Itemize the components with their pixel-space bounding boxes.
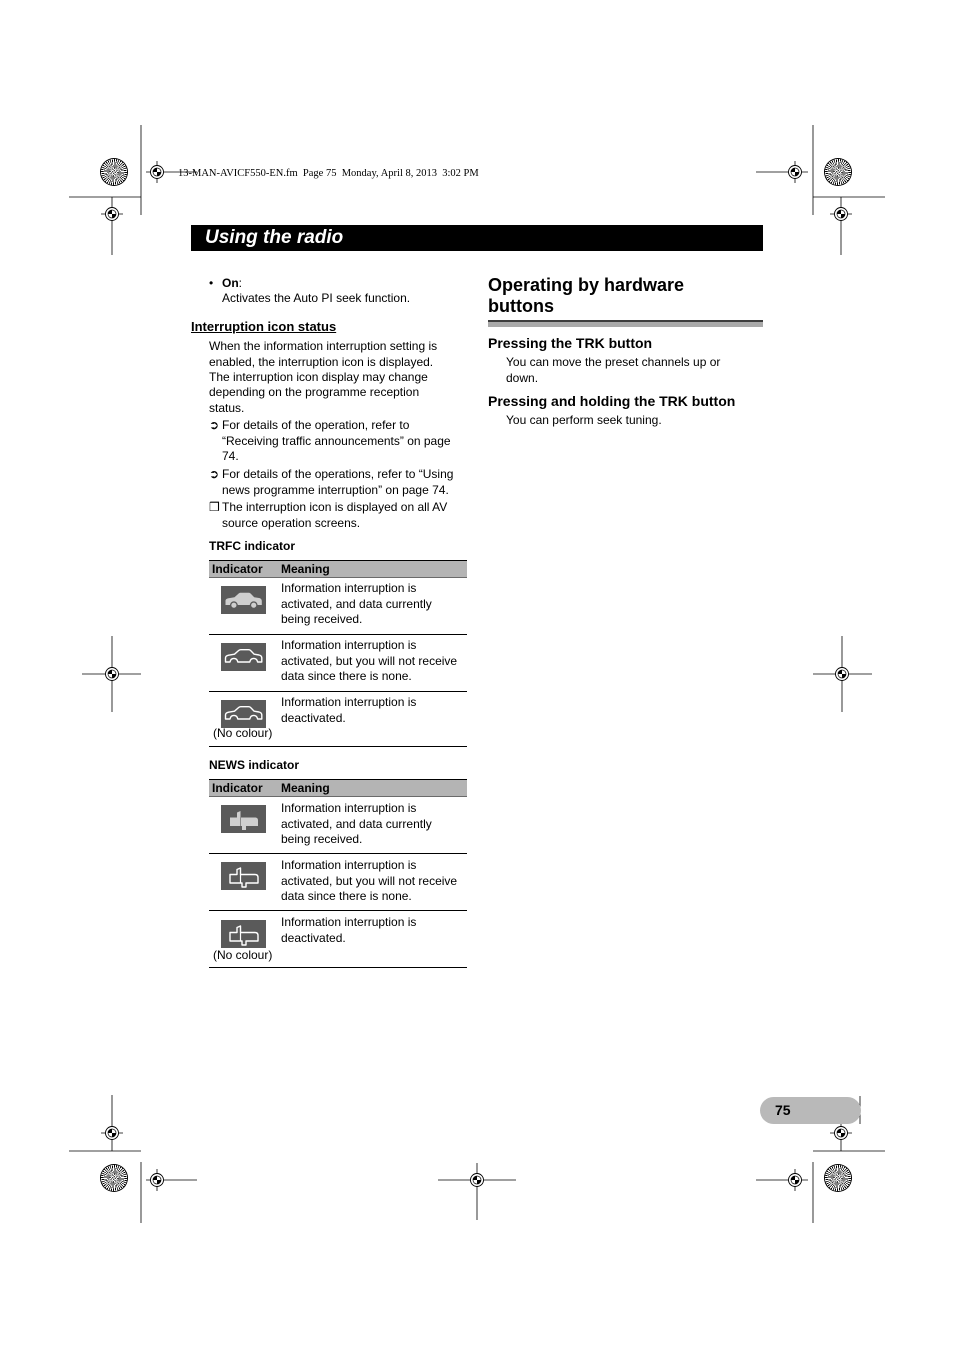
meaning-line: data since there is none. <box>281 888 412 903</box>
description-line: You can perform seek tuning. <box>506 413 662 428</box>
section-title: Using the radio <box>205 227 344 248</box>
note-line: For details of the operation, refer to <box>222 418 410 433</box>
news-indicator-table <box>209 779 467 968</box>
meaning-line: deactivated. <box>281 710 346 725</box>
crop-marks <box>69 125 885 1223</box>
description-line: You can move the preset channels up or <box>506 355 721 370</box>
row-meaning <box>281 581 432 627</box>
reference-note <box>209 418 451 464</box>
interruption-icon-status-heading: Interruption icon status <box>191 319 337 334</box>
header-meaning: Meaning <box>281 781 330 795</box>
meaning-line: Information interruption is <box>281 801 417 816</box>
reference-arrow-icon: ➲ <box>209 418 220 433</box>
meaning-line: data since there is none. <box>281 668 412 683</box>
meaning-line: activated, but you will not receive <box>281 873 458 888</box>
registration-mark <box>835 208 848 221</box>
meaning-line: Information interruption is <box>281 858 417 873</box>
table-row <box>209 635 467 692</box>
meaning-line: Information interruption is <box>281 915 417 930</box>
option-description: Activates the Auto PI seek function. <box>222 290 411 305</box>
header-indicator: Indicator <box>212 781 263 795</box>
registration-mark <box>151 166 164 179</box>
traffic-car-outline-icon <box>221 700 266 728</box>
header-indicator: Indicator <box>212 562 263 576</box>
registration-mark <box>836 668 849 681</box>
table-row <box>209 578 467 635</box>
table-row <box>209 911 467 968</box>
meaning-line: being received. <box>281 611 363 626</box>
starburst-mark <box>101 1165 127 1191</box>
trk-press-description <box>506 355 720 386</box>
trk-hold-description <box>506 413 662 428</box>
trk-press-heading: Pressing the TRK button <box>488 334 653 351</box>
row-meaning <box>281 915 416 946</box>
row-meaning <box>281 801 432 847</box>
intro-line: When the information interruption setting is <box>209 339 438 354</box>
note-line: news programme interruption” on page 74. <box>222 482 449 497</box>
meaning-line: activated, and data currently <box>281 596 432 611</box>
table-row <box>209 854 467 911</box>
no-colour-label: (No colour) <box>213 948 273 963</box>
row-meaning <box>281 695 416 726</box>
trfc-indicator-table <box>209 560 467 747</box>
page-number-badge <box>760 1097 861 1124</box>
meaning-line: Information interruption is <box>281 581 417 596</box>
intro-line: depending on the programme reception <box>209 385 420 400</box>
header-meaning: Meaning <box>281 562 330 576</box>
heading-line: buttons <box>488 295 554 316</box>
intro-line: The interruption icon display may change <box>209 369 428 384</box>
starburst-mark <box>825 1165 851 1191</box>
heading-line: Operating by hardware <box>488 274 685 295</box>
note-line: The interruption icon is displayed on all AV <box>222 500 448 515</box>
section-title-bar <box>191 225 763 251</box>
registration-mark <box>789 1174 802 1187</box>
meaning-line: deactivated. <box>281 930 346 945</box>
note-line: “Receiving traffic announcements” on page <box>222 433 451 448</box>
option-term: On <box>222 275 239 290</box>
trk-hold-heading: Pressing and holding the TRK button <box>488 392 736 409</box>
news-mailbox-outline-icon <box>221 920 266 948</box>
registration-mark <box>106 208 119 221</box>
on-option-item <box>209 276 410 307</box>
starburst-mark <box>101 159 127 185</box>
starburst-mark <box>825 159 851 185</box>
heading-rule <box>488 320 763 327</box>
traffic-car-outline-icon <box>221 643 266 671</box>
reference-arrow-icon: ➲ <box>209 467 220 482</box>
registration-mark <box>106 668 119 681</box>
table-header-row <box>209 560 467 578</box>
meaning-line: Information interruption is <box>281 695 417 710</box>
table-row <box>209 797 467 854</box>
news-mailbox-filled-icon <box>221 805 266 833</box>
print-header: 13-MAN-AVICF550-EN.fm Page 75 Monday, April 8, 2013 3:02 PM <box>178 168 479 179</box>
row-meaning <box>281 858 457 904</box>
table-header-row <box>209 779 467 797</box>
traffic-car-filled-icon <box>221 586 266 614</box>
news-mailbox-outline-icon <box>221 862 266 890</box>
meaning-line: activated, but you will not receive <box>281 653 458 668</box>
registration-mark <box>471 1174 484 1187</box>
hardware-buttons-heading <box>488 275 684 317</box>
table-row <box>209 692 467 747</box>
news-table-caption: NEWS indicator <box>209 758 300 773</box>
page-number: 75 <box>775 1102 791 1118</box>
no-colour-label: (No colour) <box>213 726 273 741</box>
meaning-line: activated, and data currently <box>281 816 432 831</box>
note-line: 74. <box>222 448 239 463</box>
info-note <box>209 500 447 531</box>
trfc-table-caption: TRFC indicator <box>209 539 295 554</box>
bullet-marker: • <box>209 275 214 290</box>
registration-mark <box>835 1127 848 1140</box>
registration-mark <box>789 166 802 179</box>
intro-paragraph <box>209 339 437 415</box>
meaning-line: Information interruption is <box>281 638 417 653</box>
intro-line: status. <box>209 400 245 415</box>
meaning-line: being received. <box>281 831 363 846</box>
intro-line: enabled, the interruption icon is displayed. <box>209 354 434 369</box>
option-colon: : <box>238 275 243 290</box>
registration-mark <box>106 1127 119 1140</box>
note-line: For details of the operations, refer to “Using <box>222 467 454 482</box>
row-meaning <box>281 638 457 684</box>
note-box-icon: ❒ <box>209 500 220 515</box>
description-line: down. <box>506 370 539 385</box>
registration-mark <box>151 1174 164 1187</box>
note-line: source operation screens. <box>222 515 361 530</box>
reference-note <box>209 467 453 498</box>
